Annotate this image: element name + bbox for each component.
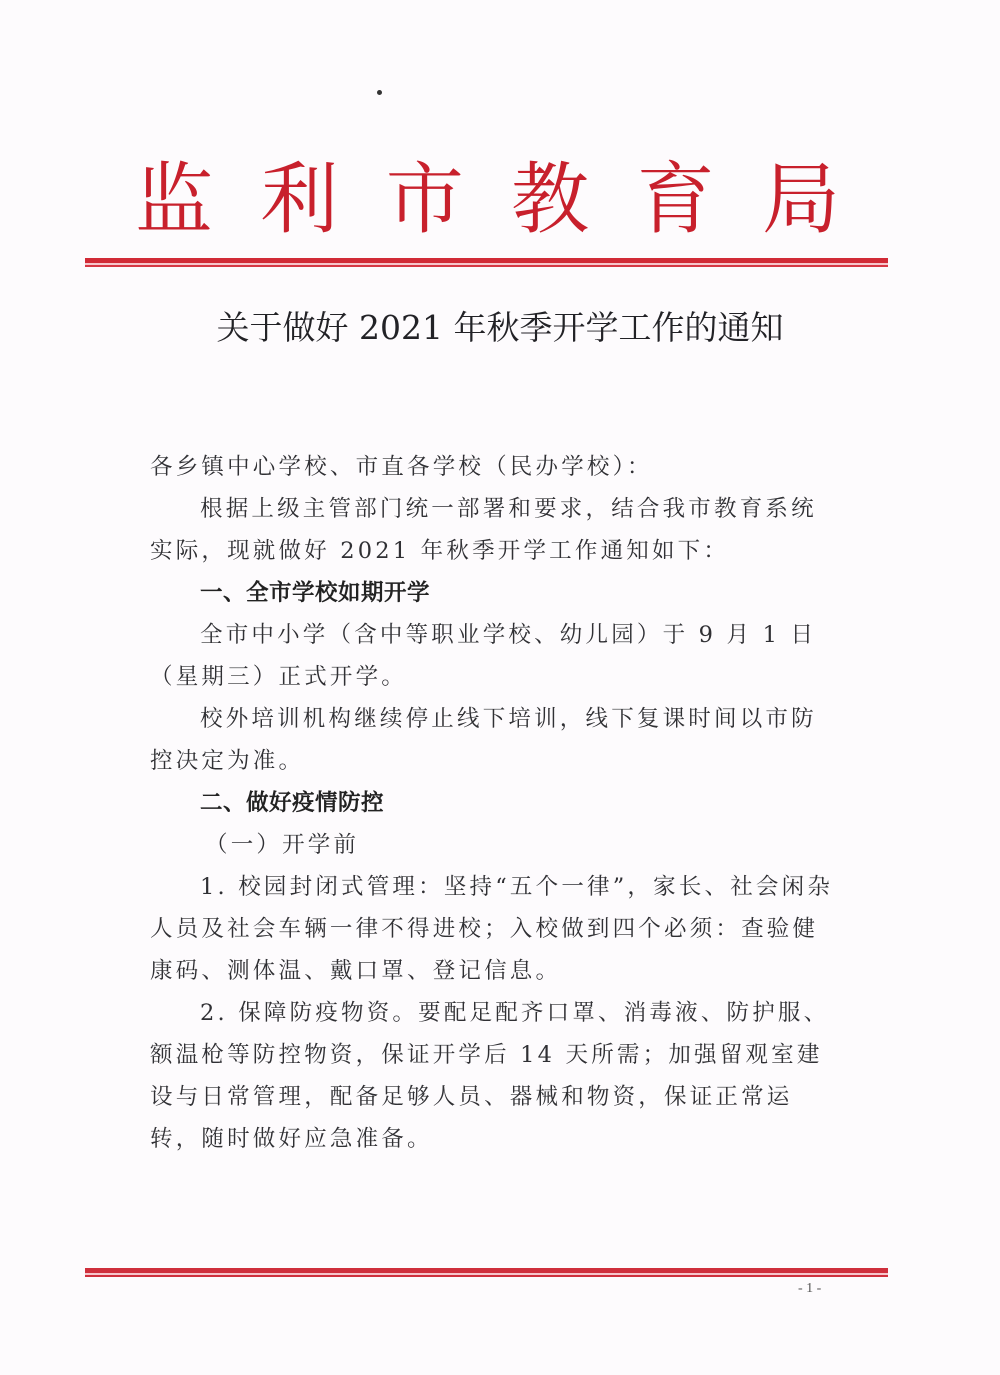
page-number: - 1 - <box>798 1281 822 1296</box>
document-title: 关于做好 2021 年秋季开学工作的通知 <box>216 308 784 347</box>
agency-letterhead <box>85 150 885 250</box>
subsection-heading: （一）开学前 <box>205 832 360 858</box>
salutation: 各乡镇中心学校、市直各学校（民办学校）： <box>150 454 653 480</box>
paragraph: 全市中小学（含中等职业学校、幼儿园）于 9 月 1 日（星期三）正式开学。 <box>150 622 817 690</box>
agency-char: 监 <box>135 155 214 245</box>
paragraph: 2. 保障防疫物资。要配足配齐口罩、消毒液、防护服、额温枪等防控物资，保证开学后 14 天所需；加强留观室建设与日常管理，配备足够人员、器械和物资，保证正常运转，随时做好应急准备。 <box>150 1000 830 1152</box>
intro-paragraph: 根据上级主管部门统一部署和要求，结合我市教育系统实际，现就做好 2021 年秋季开学工作通知如下： <box>150 496 817 564</box>
agency-char: 育 <box>636 155 715 245</box>
agency-char: 局 <box>761 155 840 245</box>
footer-red-rule <box>85 1268 888 1277</box>
document-body <box>150 446 840 1160</box>
section-heading-2: 二、做好疫情防控 <box>200 790 385 816</box>
scan-speck <box>377 90 382 95</box>
agency-char: 利 <box>260 155 339 245</box>
agency-char: 教 <box>511 155 590 245</box>
section-heading-1: 一、全市学校如期开学 <box>200 580 431 606</box>
header-red-rule <box>85 258 888 267</box>
agency-char: 市 <box>385 155 464 245</box>
paragraph: 校外培训机构继续停止线下培训，线下复课时间以市防控决定为准。 <box>150 706 817 774</box>
paragraph: 1. 校园封闭式管理：坚持“五个一律”，家长、社会闲杂人员及社会车辆一律不得进校；入校做到四个必须：查验健康码、测体温、戴口罩、登记信息。 <box>150 874 834 984</box>
